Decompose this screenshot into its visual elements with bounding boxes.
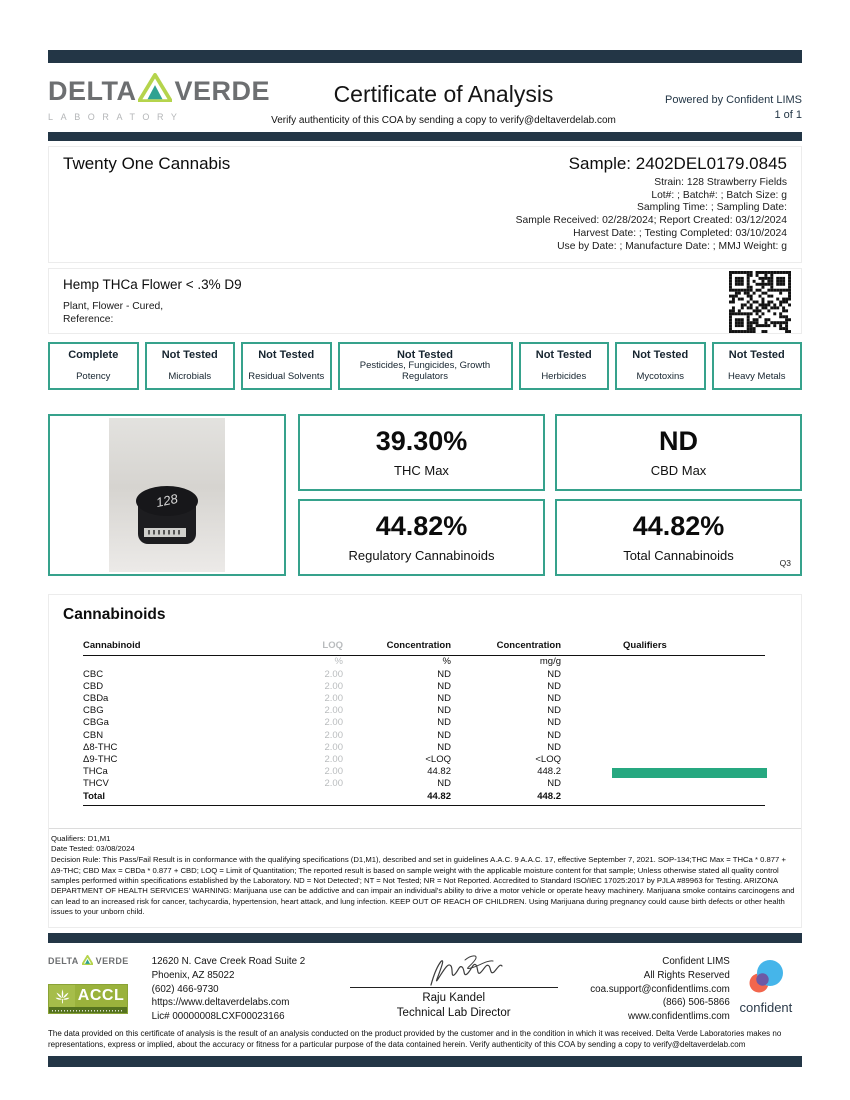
- lims-phone: (866) 506-5866: [662, 997, 730, 1009]
- cannabinoid-row: [83, 742, 765, 754]
- table-cell: [83, 656, 233, 668]
- result-label: Total Cannabinoids: [623, 547, 734, 563]
- table-cell: CBC: [83, 668, 104, 680]
- product-matrix: Plant, Flower - Cured,: [63, 301, 164, 313]
- cannabinoid-total-row: [83, 791, 765, 806]
- result-label: THC Max: [394, 462, 449, 478]
- table-cell: [561, 681, 765, 693]
- test-name: Herbicides: [541, 371, 587, 383]
- table-cell: [561, 669, 765, 681]
- table-cell: [561, 754, 765, 766]
- top-divider-bar: [48, 50, 802, 63]
- table-cell: ND: [437, 729, 451, 741]
- cannabinoid-row: [83, 717, 765, 729]
- cannabinoids-title: Cannabinoids: [63, 606, 166, 624]
- col-header-concentration-mgg: Concentration: [496, 640, 561, 652]
- table-cell: [233, 791, 343, 803]
- test-status: Not Tested: [396, 349, 454, 362]
- table-cell: [561, 766, 765, 778]
- header-divider-bar: [48, 132, 802, 141]
- cannabinoid-row: [83, 754, 765, 766]
- cannabinoid-row: [83, 681, 765, 693]
- test-status: Not Tested: [258, 349, 315, 362]
- confident-logo-icon: [742, 957, 790, 997]
- signer-name: Raju Kandel: [422, 992, 486, 1005]
- client-name: Twenty One Cannabis: [63, 154, 231, 173]
- table-cell: Δ9-THC: [83, 754, 118, 766]
- qualifiers-note: Qualifiers: D1,M1: [51, 833, 111, 843]
- test-box-microbials: [145, 342, 236, 390]
- cannabinoid-row: [83, 778, 765, 790]
- test-name: Residual Solvents: [248, 371, 325, 383]
- test-name: Mycotoxins: [636, 371, 685, 383]
- col-header-qualifiers: Qualifiers: [623, 640, 667, 652]
- test-name: Heavy Metals: [727, 371, 786, 383]
- unit-loq: %: [334, 656, 343, 668]
- table-cell: ND: [547, 729, 561, 741]
- table-cell: [561, 717, 765, 729]
- table-cell: [561, 742, 765, 754]
- table-cell: 2.00: [324, 741, 343, 753]
- lims-info-block: [558, 951, 730, 1023]
- table-cell: ND: [437, 705, 451, 717]
- table-cell: ND: [437, 778, 451, 790]
- table-cell: ND: [547, 693, 561, 705]
- cannabis-leaf-icon: [49, 985, 75, 1007]
- bottom-disclaimer: The data provided on this certificate of analysis is the result of an analysis conducted on the product provided by the customer and in the condition in which it was received. Delta Verde Laboratories makes no representations, express or implied, about the accuracy or fitness for a particular purpose of the data contained herein. Verify authenticity of this COA by sending a copy to verify@deltaverdelab.com: [48, 1029, 782, 1049]
- table-cell: CBDa: [83, 693, 109, 705]
- product-section: [48, 268, 802, 334]
- table-cell: 2.00: [324, 680, 343, 692]
- address-line: (602) 466-9730: [151, 983, 219, 995]
- test-name: Potency: [76, 371, 111, 383]
- sample-photo: [48, 414, 286, 576]
- cannabinoid-row: [83, 693, 765, 705]
- jar-handwritten-label: 128: [154, 491, 180, 511]
- signature-block: [350, 951, 558, 1023]
- accl-accreditation-badge: [48, 984, 128, 1014]
- result-value: 44.82%: [375, 510, 468, 541]
- cannabinoid-row: [83, 705, 765, 717]
- notes-block: [49, 834, 801, 918]
- table-cell: ND: [547, 680, 561, 692]
- total-concentration-mgg: 448.2: [537, 790, 561, 802]
- sample-detail-line: Lot#: ; Batch#: ; Batch Size: g: [651, 189, 787, 201]
- table-cell: ND: [437, 717, 451, 729]
- notes-divider: [49, 828, 801, 829]
- confident-logo: [730, 951, 802, 1023]
- col-header-cannabinoid: Cannabinoid: [83, 640, 141, 652]
- table-cell: 2.00: [324, 754, 343, 766]
- cannabinoid-row: [83, 669, 765, 681]
- table-cell: ND: [437, 668, 451, 680]
- lab-website-link: https://www.deltaverdelabs.com: [151, 997, 290, 1009]
- test-box-heavy-metals: [712, 342, 803, 390]
- test-name: Microbials: [168, 371, 212, 383]
- table-cell: ND: [547, 668, 561, 680]
- footer: [48, 943, 802, 1023]
- brand-word-delta: DELTA: [48, 75, 137, 106]
- triangle-logo-icon: [138, 73, 172, 107]
- verify-note: Verify authenticity of this COA by sending a copy to verify@deltaverdelab.com: [271, 115, 616, 126]
- table-cell: [561, 656, 765, 668]
- product-reference: Reference:: [63, 314, 114, 326]
- sample-detail-line: Harvest Date: ; Testing Completed: 03/10/2024: [573, 227, 787, 239]
- result-label: Regulatory Cannabinoids: [348, 547, 495, 563]
- decision-rule-note: Decision Rule: This Pass/Fail Result is in conformance with the qualifying specifications (D1,M1), described and set in guidelines A.A.C. 9 A.A.C. 17, effective September 7, 2021. SOP-134;THC Max = THCa * 0.877 + Δ9-THC; CBD Max = CBDa * 0.877 + CBD; LOQ = Limit of Quantitation; The reported result is based on sample weight with the applicable moisture content for that sample; Unless otherwise stated all quality control samples performed within specifications established by the Laboratory. ND = Not Detected'; NT = Not Tested; NR = Not Reported. Accredited to Standard ISO/IEC 17025:2017 by PJLA #89963 for Testing. ARIZONA DEPARTMENT OF HEALTH SERVICES' WARNING: Marijuana use can be addictive and can impair an individual's ability to drive a motor vehicle or operate heavy machinery. Marijuana smoke contains carcinogens and can lead to an increased risk for cancer, tachycardia, hypertension, heart attack, and lung infection. KEEP OUT OF REACH OF CHILDREN. Using Marijuana during pregnancy could cause birth defects or other health issues to your unborn child.: [51, 855, 795, 917]
- results-section: [48, 414, 802, 576]
- sample-detail-line: Sample Received: 02/28/2024; Report Created: 03/12/2024: [515, 215, 787, 227]
- result-card-thc-max: [298, 414, 545, 491]
- table-cell: ND: [437, 741, 451, 753]
- table-cell: 2.00: [324, 668, 343, 680]
- lab-address-block: [152, 951, 350, 1023]
- total-concentration-pct: 44.82: [427, 790, 451, 802]
- test-box-pesticides: [338, 342, 513, 390]
- sample-photo-strip: [109, 418, 225, 572]
- table-cell: 2.00: [324, 729, 343, 741]
- sample-details: [516, 177, 787, 253]
- address-line: Phoenix, AZ 85022: [151, 969, 235, 981]
- table-cell: THCV: [83, 778, 109, 790]
- mini-brand-verde: VERDE: [95, 956, 129, 967]
- table-cell: 2.00: [324, 766, 343, 778]
- delta-verde-logo: [48, 73, 271, 122]
- signature-image: [369, 951, 539, 991]
- table-cell: CBD: [83, 680, 104, 692]
- accl-label: ACCL: [77, 987, 125, 1005]
- table-cell: <LOQ: [535, 754, 561, 766]
- lims-email: coa.support@confidentlims.com: [590, 983, 730, 995]
- cannabinoid-table: [83, 640, 765, 806]
- table-cell: [561, 693, 765, 705]
- table-cell: ND: [547, 717, 561, 729]
- footer-delta-verde-logo: [48, 955, 152, 967]
- table-cell: [561, 705, 765, 717]
- test-status: Not Tested: [632, 349, 689, 362]
- test-name: Pesticides, Fungicides, Growth Regulators: [359, 360, 491, 383]
- table-cell: [561, 791, 765, 803]
- cannabinoid-table-header: [83, 640, 765, 656]
- test-box-herbicides: [519, 342, 610, 390]
- test-status: Complete: [68, 349, 119, 362]
- cannabinoid-row: [83, 730, 765, 742]
- brand-subtitle: LABORATORY: [48, 112, 185, 122]
- page-title: Certificate of Analysis: [333, 81, 554, 107]
- table-cell: THCa: [83, 766, 108, 778]
- lims-website: www.confidentlims.com: [628, 1010, 730, 1022]
- table-cell: <LOQ: [425, 754, 451, 766]
- result-card-total-cannabinoids: [555, 499, 802, 576]
- table-cell: [561, 730, 765, 742]
- brand-word-verde: VERDE: [174, 75, 271, 106]
- result-value: ND: [659, 425, 698, 456]
- test-status: Not Tested: [728, 349, 785, 362]
- address-line: 12620 N. Cave Creek Road Suite 2: [151, 956, 306, 968]
- footer-divider-bar: [48, 933, 802, 943]
- sample-jar-image: [136, 486, 198, 546]
- table-cell: 2.00: [324, 693, 343, 705]
- col-header-loq: LOQ: [322, 640, 343, 652]
- cannabinoids-section: [48, 594, 802, 928]
- qr-code: [729, 271, 791, 333]
- sample-id: Sample: 2402DEL0179.0845: [568, 154, 787, 173]
- table-cell: ND: [437, 693, 451, 705]
- thca-qualifier-bar: [612, 768, 767, 778]
- unit-concentration-mgg: mg/g: [539, 656, 561, 668]
- result-value: 39.30%: [375, 425, 468, 456]
- table-cell: 44.82: [427, 766, 451, 778]
- mini-brand-delta: DELTA: [48, 956, 79, 967]
- lims-line: All Rights Reserved: [643, 969, 730, 981]
- header: [48, 63, 802, 132]
- table-cell: CBN: [83, 729, 104, 741]
- table-cell: CBG: [83, 705, 104, 717]
- accl-tagline-strip: [49, 1007, 127, 1013]
- table-cell: ND: [547, 778, 561, 790]
- signer-title: Technical Lab Director: [396, 1007, 511, 1020]
- powered-by: Powered by Confident LIMS: [665, 94, 802, 106]
- page-count: 1 of 1: [774, 109, 802, 122]
- test-status: Not Tested: [161, 349, 218, 362]
- test-box-potency: [48, 342, 139, 390]
- test-status: Not Tested: [535, 349, 592, 362]
- table-cell: ND: [547, 705, 561, 717]
- table-cell: 2.00: [324, 778, 343, 790]
- bottom-divider-bar: [48, 1056, 802, 1067]
- table-cell: ND: [437, 680, 451, 692]
- table-cell: ND: [547, 741, 561, 753]
- sample-detail-line: Use by Date: ; Manufacture Date: ; MMJ Weight: g: [557, 240, 787, 252]
- cannabinoid-table-rows: [83, 669, 765, 791]
- lims-line: Confident LIMS: [662, 956, 730, 968]
- result-value: 44.82%: [632, 510, 725, 541]
- cannabinoid-row: [83, 766, 765, 778]
- test-status-row: [48, 342, 802, 390]
- table-cell: CBGa: [83, 717, 109, 729]
- sample-info-section: [48, 146, 802, 263]
- sample-detail-line: Strain: 128 Strawberry Fields: [654, 177, 787, 188]
- unit-concentration-pct: %: [442, 656, 451, 668]
- test-box-mycotoxins: [615, 342, 706, 390]
- license-number: Lic# 00000008LCXF00023166: [151, 1010, 285, 1022]
- product-name: Hemp THCa Flower < .3% D9: [63, 277, 242, 293]
- table-cell: 2.00: [324, 705, 343, 717]
- signature-line: [350, 987, 558, 988]
- table-cell: [561, 778, 765, 790]
- result-card-cbd-max: [555, 414, 802, 491]
- cannabinoid-units-row: [83, 656, 765, 668]
- sample-detail-line: Sampling Time: ; Sampling Date:: [637, 202, 787, 214]
- total-label: Total: [83, 790, 105, 802]
- result-note: Q3: [779, 558, 791, 569]
- table-cell: 2.00: [324, 717, 343, 729]
- date-tested-note: Date Tested: 03/08/2024: [51, 844, 135, 854]
- table-cell: Δ8-THC: [83, 741, 118, 753]
- confident-wordmark: confident: [739, 1000, 793, 1016]
- test-box-residual-solvents: [241, 342, 332, 390]
- table-cell: 448.2: [537, 766, 561, 778]
- result-label: CBD Max: [650, 462, 707, 478]
- mini-triangle-icon: [82, 955, 93, 967]
- result-card-regulatory-cannabinoids: [298, 499, 545, 576]
- col-header-concentration-pct: Concentration: [386, 640, 451, 652]
